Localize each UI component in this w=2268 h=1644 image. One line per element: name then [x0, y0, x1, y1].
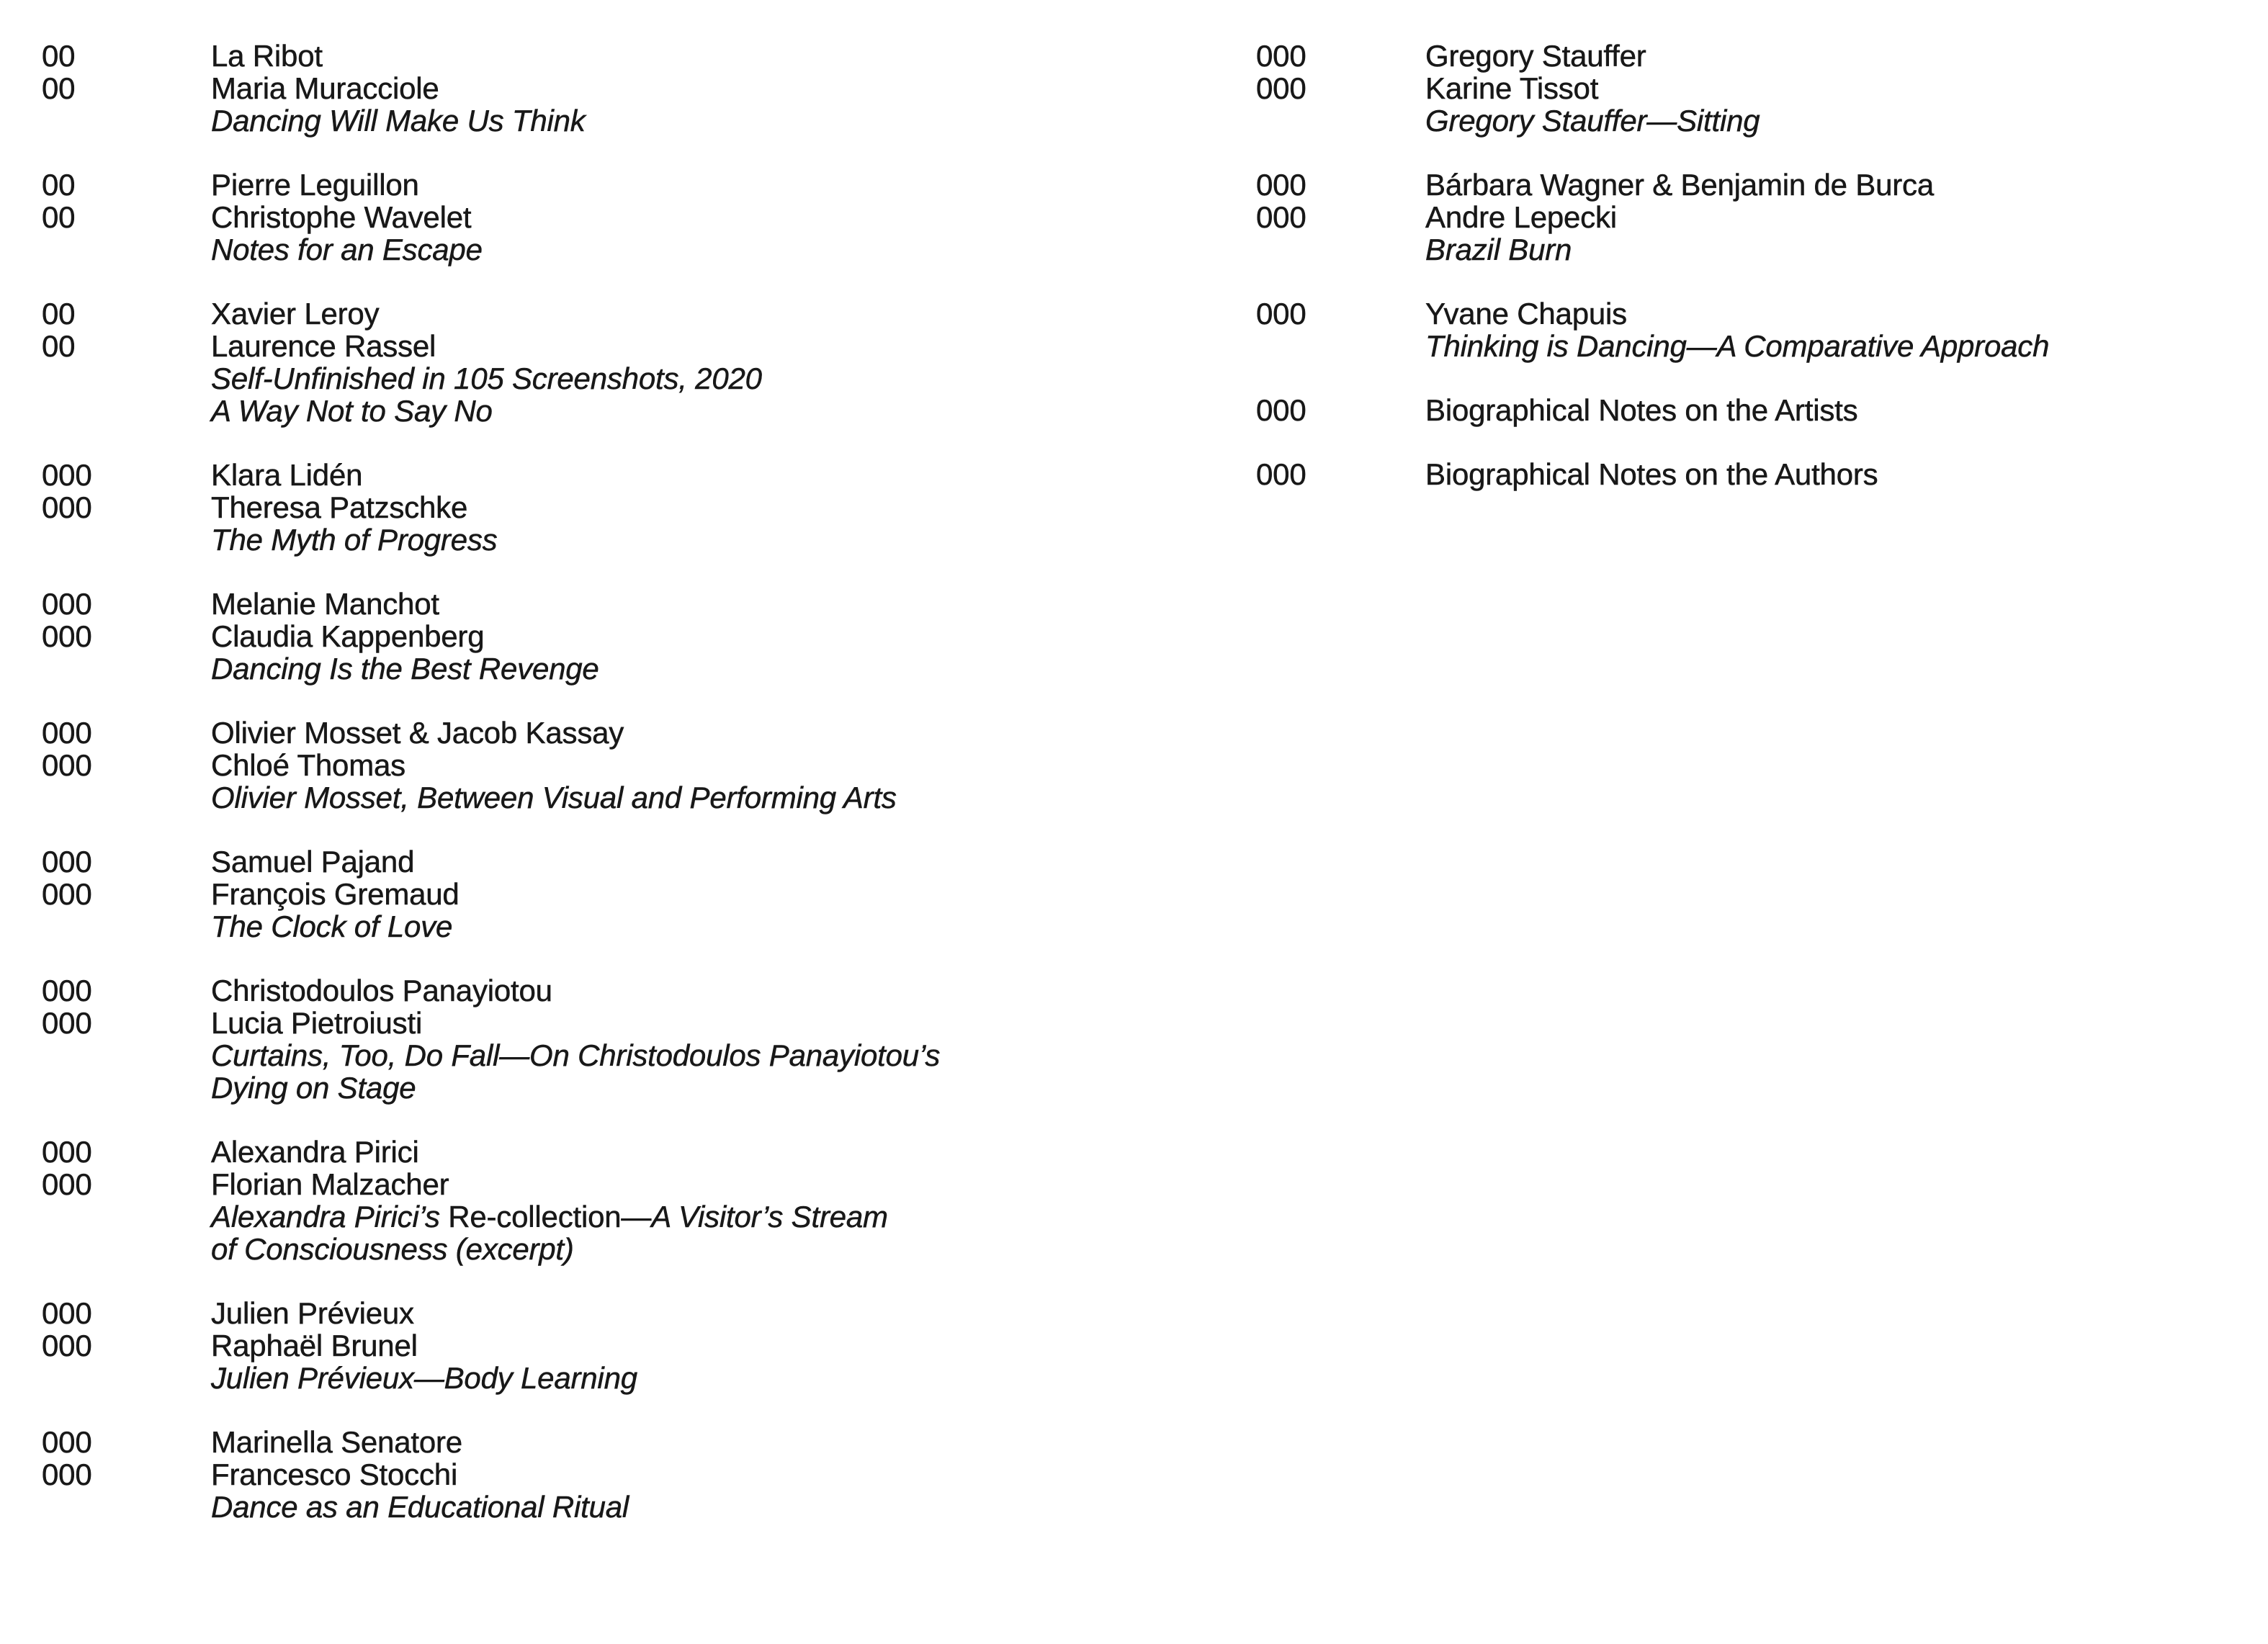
work-title-segment: Dying on Stage	[211, 1071, 416, 1105]
page-number: 000	[1256, 168, 1306, 202]
contributor-name: Francesco Stocchi	[211, 1457, 458, 1491]
page-number-spacer	[1256, 233, 1425, 266]
contributor-name: Xavier Leroy	[211, 297, 380, 331]
work-title	[1425, 330, 2250, 362]
page-number-spacer	[42, 910, 211, 943]
contributor-name: François Gremaud	[211, 877, 460, 911]
page-number: 00	[42, 200, 76, 234]
page-number: 000	[1256, 457, 1306, 491]
toc-entry	[42, 40, 1209, 137]
contributor-name: Julien Prévieux	[211, 1296, 414, 1330]
page-number-spacer	[42, 652, 211, 685]
work-title-segment: Dancing Is the Best Revenge	[211, 652, 599, 686]
work-title	[211, 362, 1209, 395]
page-number-spacer	[42, 1362, 211, 1394]
work-title	[211, 524, 1209, 556]
contributor-name: Lucia Pietroiusti	[211, 1006, 423, 1040]
work-title	[211, 1072, 1209, 1104]
work-title-segment: Self-Unfinished in 105 Screenshots, 2020	[211, 361, 762, 395]
page-number: 000	[42, 974, 92, 1007]
page-number-spacer	[42, 524, 211, 556]
work-title	[211, 910, 1209, 943]
toc-title-row	[1256, 104, 2250, 137]
toc-name-row	[1256, 394, 2250, 426]
work-title-segment: Curtains, Too, Do Fall—On Christodoulos Panayiotou’s	[211, 1038, 941, 1072]
work-title-segment: Notes for an Escape	[211, 233, 483, 266]
page-number: 000	[42, 587, 92, 621]
toc-entry	[1256, 169, 2250, 266]
page-number: 00	[42, 297, 76, 331]
page-number: 000	[42, 1167, 92, 1201]
toc-name-row	[42, 749, 1209, 781]
toc-entry	[42, 845, 1209, 943]
work-title-segment: Re-collection—	[448, 1200, 652, 1234]
work-title-segment: of Consciousness (excerpt)	[211, 1232, 574, 1266]
toc-entry	[42, 588, 1209, 685]
page-number: 000	[42, 458, 92, 492]
contributor-name: Marinella Senatore	[211, 1425, 462, 1459]
page-number: 000	[1256, 297, 1306, 331]
page-number-spacer	[42, 1491, 211, 1523]
page-number-spacer	[42, 395, 211, 427]
toc-name-row	[42, 1297, 1209, 1329]
toc-title-row	[42, 233, 1209, 266]
toc-name-row	[42, 459, 1209, 491]
page-number-spacer	[42, 362, 211, 395]
work-title-segment: A Way Not to Say No	[211, 394, 493, 428]
work-title-segment: Dance as an Educational Ritual	[211, 1490, 629, 1524]
page-number: 000	[42, 619, 92, 653]
toc-entry	[42, 297, 1209, 427]
toc-title-row	[42, 362, 1209, 395]
toc-name-row	[42, 201, 1209, 233]
contributor-name: Chloé Thomas	[211, 748, 405, 782]
contributor-name: Christophe Wavelet	[211, 200, 472, 234]
work-title-segment: Thinking is Dancing—A Comparative Approach	[1425, 329, 2050, 363]
work-title	[1425, 104, 2250, 137]
toc-entry	[1256, 458, 2250, 490]
page-number: 000	[42, 877, 92, 911]
page-number: 000	[1256, 393, 1306, 427]
work-title-segment: Olivier Mosset, Between Visual and Performing Arts	[211, 781, 897, 814]
toc-name-row	[42, 588, 1209, 620]
page-number: 000	[42, 1006, 92, 1040]
contributor-name: Florian Malzacher	[211, 1167, 449, 1201]
contributor-name: Claudia Kappenberg	[211, 619, 485, 653]
page-number-spacer	[1256, 104, 1425, 137]
toc-name-row	[1256, 201, 2250, 233]
work-title	[211, 233, 1209, 266]
toc-title-row	[42, 395, 1209, 427]
page-number: 000	[42, 490, 92, 524]
toc-title-row	[1256, 233, 2250, 266]
page-number: 000	[42, 1135, 92, 1169]
contributor-name: Samuel Pajand	[211, 845, 415, 879]
work-title	[211, 1233, 1209, 1265]
page-number: 000	[1256, 39, 1306, 73]
page-number: 000	[42, 748, 92, 782]
toc-name-row	[42, 169, 1209, 201]
toc-title-row	[1256, 330, 2250, 362]
contributor-name: Laurence Rassel	[211, 329, 436, 363]
toc-name-row	[42, 1168, 1209, 1200]
toc-name-row	[42, 1329, 1209, 1362]
work-title	[211, 781, 1209, 814]
work-title-segment: Brazil Burn	[1425, 233, 1572, 266]
toc-title-row	[42, 1233, 1209, 1265]
page-number: 000	[42, 1296, 92, 1330]
page-number: 000	[1256, 200, 1306, 234]
page-number: 000	[1256, 71, 1306, 105]
toc-name-row	[42, 878, 1209, 910]
work-title-segment: The Myth of Progress	[211, 523, 498, 557]
toc-name-row	[42, 974, 1209, 1007]
toc-title-row	[42, 524, 1209, 556]
work-title-segment: A Visitor’s Stream	[651, 1200, 888, 1234]
page-number: 00	[42, 71, 76, 105]
contributor-name: Biographical Notes on the Artists	[1425, 393, 1858, 427]
toc-title-row	[42, 652, 1209, 685]
toc-entry	[42, 1136, 1209, 1265]
work-title-segment: Gregory Stauffer—Sitting	[1425, 104, 1760, 138]
toc-column-left	[42, 40, 1209, 1555]
page-number-spacer	[42, 1072, 211, 1104]
toc-name-row	[1256, 458, 2250, 490]
toc-entry	[42, 1426, 1209, 1523]
toc-name-row	[42, 491, 1209, 524]
page-number-spacer	[42, 781, 211, 814]
work-title	[1425, 233, 2250, 266]
page-number-spacer	[42, 233, 211, 266]
contributor-name: Bárbara Wagner & Benjamin de Burca	[1425, 168, 1935, 202]
contributor-name: Olivier Mosset & Jacob Kassay	[211, 716, 624, 750]
work-title	[211, 395, 1209, 427]
work-title	[211, 652, 1209, 685]
work-title	[211, 1200, 1209, 1233]
work-title	[211, 1039, 1209, 1072]
work-title-segment: Dancing Will Make Us Think	[211, 104, 586, 138]
toc-entry	[1256, 394, 2250, 426]
page-number: 000	[42, 845, 92, 879]
contributor-name: Alexandra Pirici	[211, 1135, 419, 1169]
toc-title-row	[42, 1200, 1209, 1233]
toc-name-row	[1256, 72, 2250, 104]
page-number-spacer	[42, 1200, 211, 1233]
contributor-name: Maria Muracciole	[211, 71, 439, 105]
page-number-spacer	[42, 1233, 211, 1265]
toc-name-row	[42, 1007, 1209, 1039]
toc-name-row	[42, 330, 1209, 362]
work-title	[211, 1491, 1209, 1523]
contributor-name: Melanie Manchot	[211, 587, 439, 621]
page-number-spacer	[42, 104, 211, 137]
toc-name-row	[42, 1426, 1209, 1458]
toc-title-row	[42, 1072, 1209, 1104]
toc-name-row	[1256, 40, 2250, 72]
contributor-name: Andre Lepecki	[1425, 200, 1617, 234]
work-title	[211, 104, 1209, 137]
toc-name-row	[42, 620, 1209, 652]
contributor-name: Theresa Patzschke	[211, 490, 468, 524]
toc-name-row	[42, 1458, 1209, 1491]
toc-title-row	[42, 104, 1209, 137]
contributor-name: Pierre Leguillon	[211, 168, 419, 202]
page-number-spacer	[1256, 330, 1425, 362]
toc-title-row	[42, 781, 1209, 814]
toc-name-row	[1256, 169, 2250, 201]
toc-name-row	[42, 717, 1209, 749]
page-number-spacer	[42, 1039, 211, 1072]
toc-name-row	[42, 72, 1209, 104]
page-number: 00	[42, 329, 76, 363]
contributor-name: Gregory Stauffer	[1425, 39, 1646, 73]
toc-entry	[1256, 297, 2250, 362]
work-title	[211, 1362, 1209, 1394]
toc-name-row	[42, 1136, 1209, 1168]
toc-column-right	[1256, 40, 2250, 522]
toc-entry	[42, 1297, 1209, 1394]
toc-title-row	[42, 910, 1209, 943]
work-title-segment: Julien Prévieux—Body Learning	[211, 1361, 637, 1395]
toc-name-row	[1256, 297, 2250, 330]
toc-name-row	[42, 297, 1209, 330]
toc-entry	[42, 169, 1209, 266]
toc-entry	[42, 459, 1209, 556]
contributor-name: Raphaël Brunel	[211, 1329, 418, 1362]
toc-entry	[42, 717, 1209, 814]
contributor-name: Yvane Chapuis	[1425, 297, 1627, 331]
toc-name-row	[42, 845, 1209, 878]
toc-title-row	[42, 1039, 1209, 1072]
toc-title-row	[42, 1491, 1209, 1523]
page-number: 000	[42, 1457, 92, 1491]
toc-entry	[1256, 40, 2250, 137]
contributor-name: Klara Lidén	[211, 458, 363, 492]
toc-title-row	[42, 1362, 1209, 1394]
contributor-name: Karine Tissot	[1425, 71, 1599, 105]
toc-entry	[42, 974, 1209, 1104]
contributor-name: Biographical Notes on the Authors	[1425, 457, 1878, 491]
page-number: 000	[42, 1425, 92, 1459]
toc-name-row	[42, 40, 1209, 72]
page-number: 000	[42, 716, 92, 750]
work-title-segment: Alexandra Pirici’s	[211, 1200, 449, 1234]
contributor-name: Christodoulos Panayiotou	[211, 974, 552, 1007]
page-number: 00	[42, 168, 76, 202]
page-number: 00	[42, 39, 76, 73]
work-title-segment: The Clock of Love	[211, 909, 453, 943]
contributor-name: La Ribot	[211, 39, 323, 73]
page-number: 000	[42, 1329, 92, 1362]
